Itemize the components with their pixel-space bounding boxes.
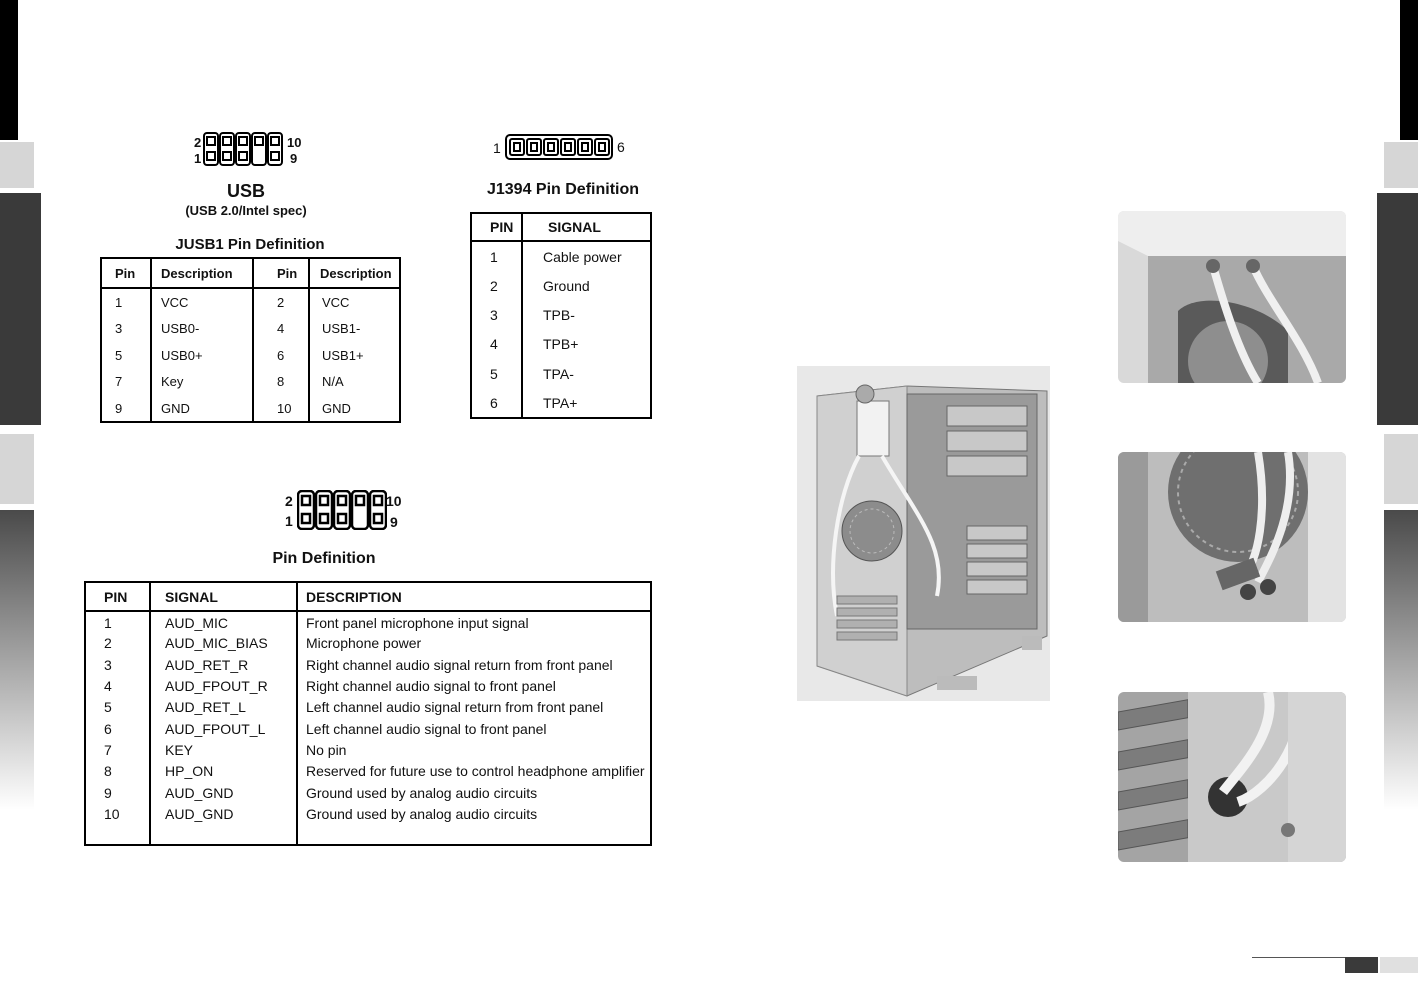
usb-table-cell: 1 — [101, 288, 151, 315]
left-tab-gradient — [0, 510, 34, 810]
audio-table-cell: 8 — [85, 761, 150, 782]
page-footer-dark-block — [1345, 957, 1378, 973]
audio-table-cell: KEY — [150, 739, 297, 760]
audio-table-cell: 5 — [85, 697, 150, 718]
j1394-header-icon — [505, 134, 613, 160]
usb-table-cell: USB1- — [322, 320, 361, 336]
usb-table-row — [101, 288, 400, 315]
right-tab-gradient — [1384, 510, 1418, 810]
j1394-header-pin: PIN — [471, 213, 522, 241]
usb-table-cell: USB0+ — [151, 342, 253, 369]
j1394-table-cell: 5 — [471, 359, 522, 388]
audio-table-body — [85, 611, 651, 845]
j1394-pin-label-6: 6 — [617, 139, 625, 155]
audio-pin-label-9: 9 — [390, 514, 398, 530]
audio-table-row — [85, 633, 651, 654]
usb-table-cell: VCC — [151, 288, 253, 315]
usb-subtitle: (USB 2.0/Intel spec) — [185, 203, 307, 218]
audio-table-spacer-cell — [150, 825, 297, 845]
audio-table-row — [85, 654, 651, 675]
audio-table-row — [85, 718, 651, 739]
j1394-table-body — [471, 241, 651, 418]
audio-table-row — [85, 611, 651, 632]
usb-table-row — [101, 395, 400, 422]
audio-title: Pin Definition — [272, 550, 376, 567]
detail-photo-2 — [1118, 452, 1346, 622]
left-tab-dark — [0, 193, 41, 425]
usb-header-desc-1: Description — [151, 258, 253, 288]
audio-table-cell: 10 — [85, 803, 150, 824]
usb-header-icon — [203, 132, 285, 166]
audio-table-cell: 7 — [85, 739, 150, 760]
audio-table-row — [85, 697, 651, 718]
j1394-table-cell: 1 — [471, 241, 522, 270]
audio-table-cell: AUD_FPOUT_R — [150, 675, 297, 696]
usb-pin-label-9: 9 — [290, 151, 298, 166]
j1394-table-row — [471, 359, 651, 388]
usb-header-pin-2: Pin — [253, 258, 309, 288]
j1394-table-row — [471, 241, 651, 270]
j1394-title: J1394 Pin Definition — [486, 181, 640, 198]
usb-table-cell: GND — [151, 395, 253, 422]
usb-table-cell: 2 — [253, 288, 309, 315]
audio-table-cell: Microphone power — [306, 635, 422, 652]
audio-table-cell: AUD_RET_L — [150, 697, 297, 718]
j1394-header-signal: SIGNAL — [548, 219, 601, 236]
j1394-pin-label-1: 1 — [493, 140, 501, 156]
audio-table-cell: Right channel audio signal return from front panel — [306, 656, 613, 673]
audio-table-spacer — [85, 825, 651, 845]
usb-table-cell: 7 — [101, 368, 151, 395]
j1394-table-row — [471, 389, 651, 418]
detail-photo-3 — [1118, 692, 1346, 862]
j1394-table-cell: 6 — [471, 389, 522, 418]
page-footer-light-block — [1380, 957, 1418, 973]
audio-table-cell: No pin — [306, 741, 347, 758]
usb-table-cell: USB1+ — [322, 347, 364, 363]
j1394-table-row — [471, 300, 651, 329]
j1394-table-cell: 4 — [471, 330, 522, 359]
j1394-table-cell: TPA- — [543, 365, 574, 382]
usb-table-cell: 4 — [253, 315, 309, 342]
audio-pin-label-1: 1 — [285, 513, 293, 529]
usb-table-cell: 9 — [101, 395, 151, 422]
audio-table-cell: Front panel microphone input signal — [306, 614, 529, 631]
j1394-table-cell: 2 — [471, 271, 522, 300]
audio-table-cell: 1 — [85, 611, 150, 632]
audio-header-description: DESCRIPTION — [306, 588, 402, 605]
audio-table-cell: AUD_FPOUT_L — [150, 718, 297, 739]
usb-table-cell: 3 — [101, 315, 151, 342]
usb-table-cell: 5 — [101, 342, 151, 369]
j1394-table-cell: TPA+ — [543, 394, 578, 411]
usb-table-body — [101, 288, 400, 422]
usb-table-cell: N/A — [322, 374, 344, 390]
j1394-table-cell: Cable power — [543, 248, 622, 265]
right-tab-dark — [1377, 193, 1418, 425]
j1394-pin-table — [470, 212, 652, 419]
audio-table-cell: Left channel audio signal return from front panel — [306, 699, 604, 716]
right-edge-bar-top — [1400, 0, 1418, 140]
audio-table-row — [85, 675, 651, 696]
audio-table-cell: HP_ON — [150, 761, 297, 782]
audio-pin-table — [84, 581, 652, 846]
usb-table-cell: 10 — [253, 395, 309, 422]
usb-header-desc-2: Description — [320, 265, 392, 281]
usb-table-title: JUSB1 Pin Definition — [175, 236, 325, 253]
audio-table-spacer-cell — [297, 825, 651, 845]
j1394-table-cell: Ground — [543, 277, 590, 294]
usb-title: USB — [226, 181, 265, 201]
detail-photo-1 — [1118, 211, 1346, 383]
j1394-table-row — [471, 330, 651, 359]
audio-table-cell: 4 — [85, 675, 150, 696]
usb-table-row — [101, 368, 400, 395]
audio-table-cell: Right channel audio signal to front panel — [306, 678, 556, 695]
right-tab-light-2 — [1384, 434, 1418, 504]
usb-pin-label-10: 10 — [287, 135, 302, 150]
left-edge-bar-top — [0, 0, 18, 140]
audio-table-spacer-cell — [85, 825, 150, 845]
j1394-table-cell: TPB+ — [543, 336, 579, 353]
audio-table-row — [85, 782, 651, 803]
j1394-table-row — [471, 271, 651, 300]
audio-pin-label-10: 10 — [386, 493, 402, 509]
usb-table-cell: GND — [322, 400, 351, 416]
audio-table-row — [85, 761, 651, 782]
j1394-table-cell: 3 — [471, 300, 522, 329]
usb-table-row — [101, 315, 400, 342]
audio-table-cell: Ground used by analog audio circuits — [306, 784, 538, 801]
usb-header-pin-1: Pin — [101, 258, 151, 288]
audio-header-pin: PIN — [85, 582, 150, 611]
audio-pin-label-2: 2 — [285, 493, 293, 509]
audio-table-cell: 6 — [85, 718, 150, 739]
audio-table-cell: AUD_GND — [150, 782, 297, 803]
audio-table-cell: AUD_MIC_BIAS — [150, 633, 297, 654]
audio-header-icon — [297, 490, 387, 530]
j1394-table-cell: TPB- — [543, 306, 575, 323]
audio-table-row — [85, 803, 651, 824]
audio-table-cell: 3 — [85, 654, 150, 675]
right-tab-light-1 — [1384, 142, 1418, 188]
audio-table-cell: 9 — [85, 782, 150, 803]
usb-pin-table — [100, 257, 401, 423]
audio-table-cell: AUD_RET_R — [150, 654, 297, 675]
pc-case-photo — [797, 366, 1050, 701]
left-tab-light-1 — [0, 142, 34, 188]
usb-pin-label-1: 1 — [194, 151, 202, 166]
page-footer-line — [1252, 957, 1346, 958]
audio-table-cell: Reserved for future use to control headphone amplifier — [306, 763, 645, 780]
audio-table-cell: AUD_GND — [150, 803, 297, 824]
audio-table-cell: Ground used by analog audio circuits — [306, 805, 538, 822]
audio-table-cell: Left channel audio signal to front panel — [306, 720, 547, 737]
audio-table-cell: 2 — [85, 633, 150, 654]
usb-pin-label-2: 2 — [194, 135, 202, 150]
audio-table-cell: AUD_MIC — [150, 611, 297, 632]
usb-table-cell: 6 — [253, 342, 309, 369]
usb-table-cell: Key — [151, 368, 253, 395]
audio-header-signal: SIGNAL — [150, 582, 297, 611]
usb-table-cell: USB0- — [151, 315, 253, 342]
left-tab-light-2 — [0, 434, 34, 504]
usb-table-row — [101, 342, 400, 369]
audio-table-row — [85, 739, 651, 760]
usb-table-cell: 8 — [253, 368, 309, 395]
usb-table-cell: VCC — [322, 294, 350, 310]
